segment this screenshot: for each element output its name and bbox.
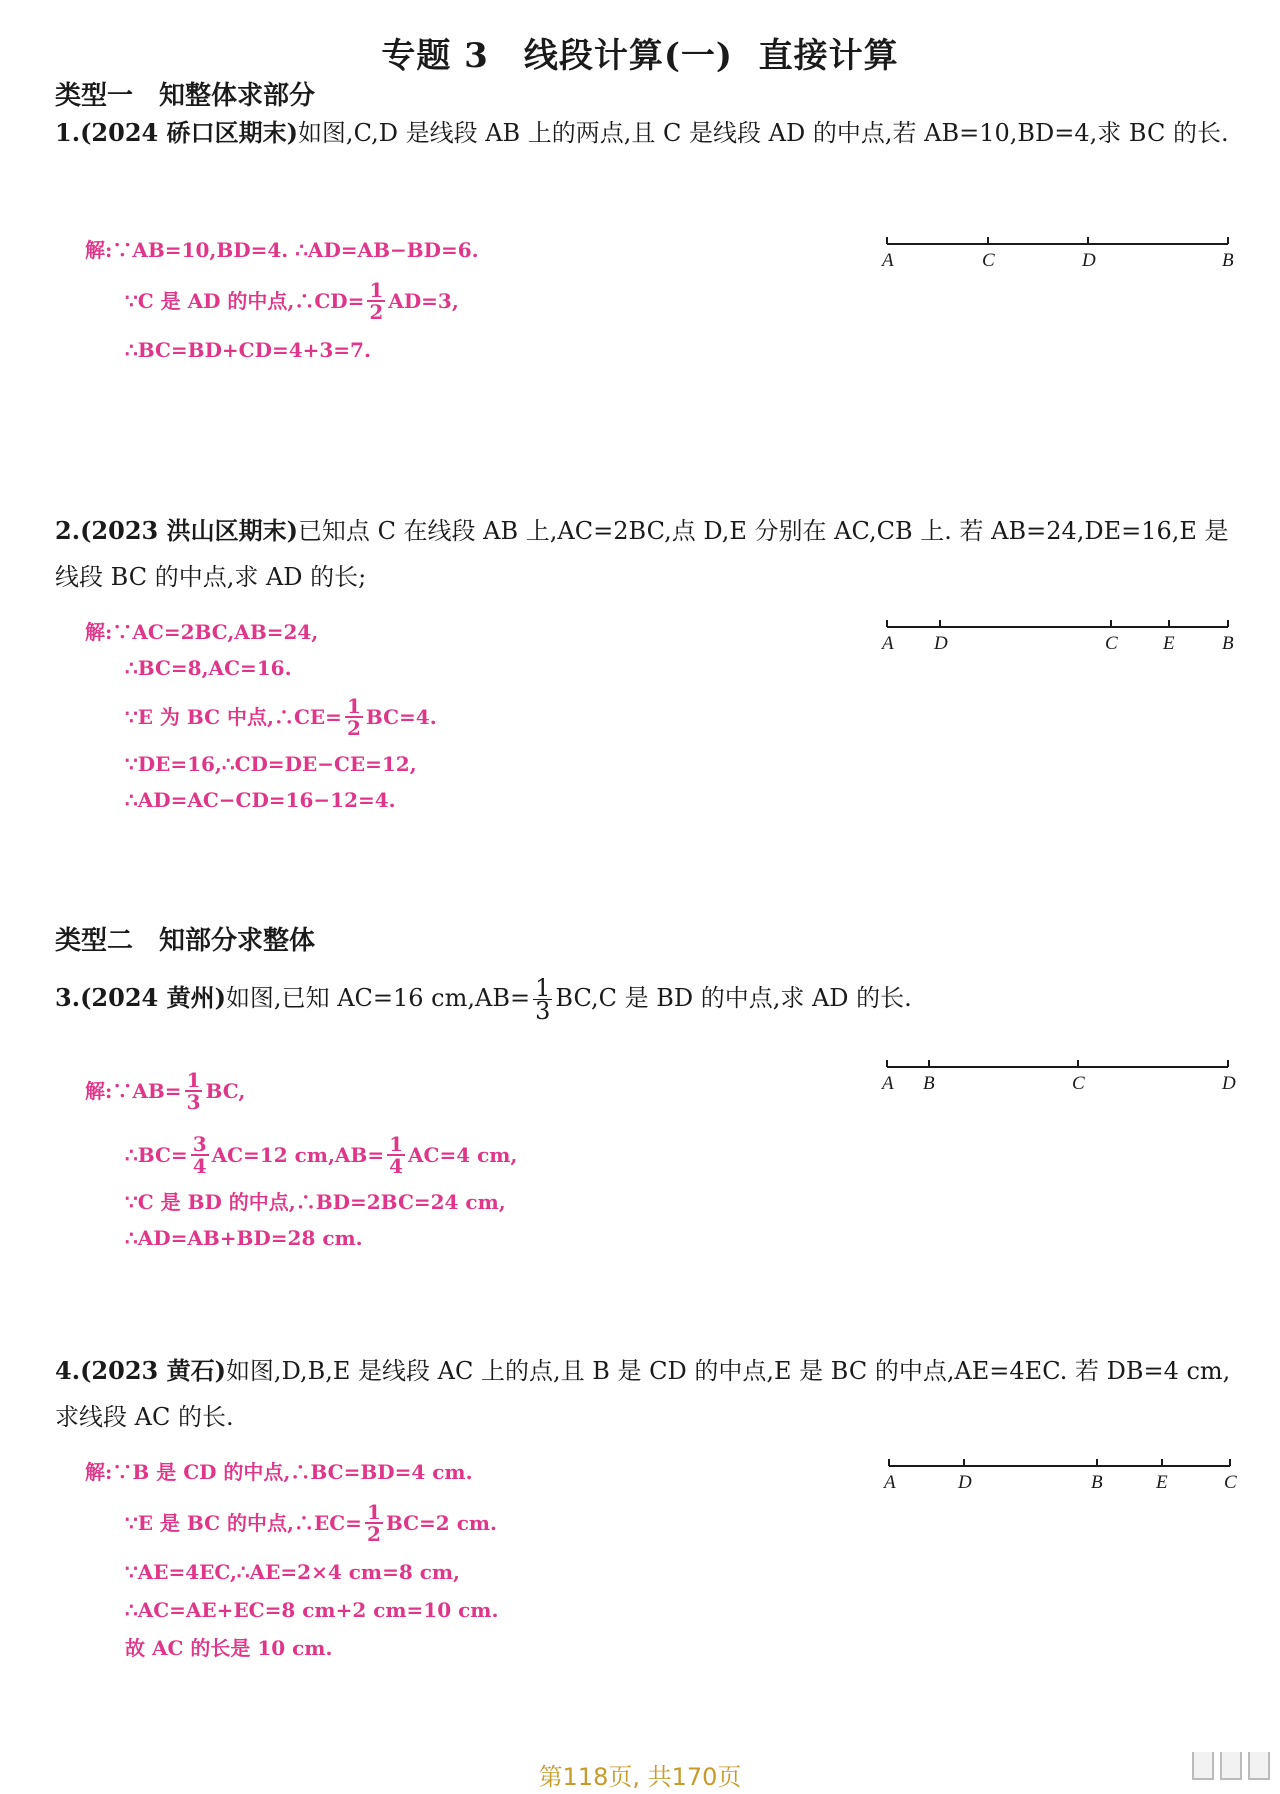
solution-line bbox=[125, 1134, 517, 1176]
numerator: 1 bbox=[186, 1068, 201, 1092]
solution-text: BC=2 cm. bbox=[385, 1511, 497, 1535]
question-text: 如图,D,B,E 是线段 AC 上的点,且 B 是 CD 的中点,E 是 BC 的中点,AE=4EC. 若 DB=4 cm,求线段 AC 的长. bbox=[55, 1357, 1231, 1431]
question-2 bbox=[55, 508, 1235, 600]
question-3 bbox=[55, 974, 1235, 1025]
solution-line: ∴AD=AC−CD=16−12=4. bbox=[125, 788, 396, 812]
fraction bbox=[345, 696, 363, 738]
point-label: D bbox=[1222, 1073, 1236, 1094]
question-number: 3. bbox=[55, 983, 81, 1012]
numerator: 1 bbox=[366, 1500, 381, 1524]
question-text: 已知点 C 在线段 AB 上,AC=2BC,点 D,E 分别在 AC,CB 上. 若 AB=24,DE=16,E 是线段 BC 的中点,求 AD 的长; bbox=[55, 517, 1229, 591]
denominator: 4 bbox=[192, 1154, 207, 1178]
solution-line: ∵AE=4EC,∴AE=2×4 cm=8 cm, bbox=[125, 1560, 461, 1584]
solution-line: 解:∵B 是 CD 的中点,∴BC=BD=4 cm. bbox=[85, 1460, 473, 1484]
question-source: (2024 硚口区期末) bbox=[80, 118, 298, 147]
denominator: 2 bbox=[346, 716, 361, 740]
solution-line: ∵C 是 BD 的中点,∴BD=2BC=24 cm, bbox=[125, 1190, 506, 1214]
segment-diagram-2 bbox=[882, 615, 1235, 655]
solution-line: ∴BC=BD+CD=4+3=7. bbox=[125, 338, 371, 362]
point-label: B bbox=[923, 1073, 935, 1094]
solution-line: ∴AC=AE+EC=8 cm+2 cm=10 cm. bbox=[125, 1598, 499, 1622]
point-label: A bbox=[884, 1472, 896, 1493]
segment-diagram-3 bbox=[882, 1055, 1236, 1095]
question-number: 1. bbox=[55, 118, 81, 147]
question-source: (2024 黄州) bbox=[80, 983, 226, 1012]
page-number-footer: 第118页, 共170页 bbox=[538, 1763, 742, 1791]
point-label: D bbox=[958, 1472, 972, 1493]
numerator: 1 bbox=[346, 694, 361, 718]
point-label: A bbox=[882, 633, 894, 654]
numerator: 1 bbox=[535, 974, 551, 1002]
question-text: 如图,C,D 是线段 AB 上的两点,且 C 是线段 AD 的中点,若 AB=10,BD=4,求 BC 的长. bbox=[297, 119, 1229, 147]
point-label: B bbox=[1091, 1472, 1103, 1493]
question-text: BC,C 是 BD 的中点,求 AD 的长. bbox=[555, 984, 912, 1012]
solution-line: 故 AC 的长是 10 cm. bbox=[125, 1636, 333, 1660]
point-label: D bbox=[1082, 250, 1096, 271]
solution-line bbox=[85, 1070, 245, 1112]
question-number: 2. bbox=[55, 516, 81, 545]
question-4 bbox=[55, 1348, 1235, 1440]
denominator: 2 bbox=[366, 1522, 381, 1546]
solution-text: BC, bbox=[205, 1079, 246, 1103]
section-heading-1: 类型一 知整体求部分 bbox=[55, 81, 316, 111]
solution-line bbox=[125, 1502, 497, 1544]
solution-line bbox=[125, 696, 437, 738]
point-label: B bbox=[1222, 633, 1234, 654]
question-number: 4. bbox=[55, 1356, 81, 1385]
question-source: (2023 洪山区期末) bbox=[80, 516, 298, 545]
fraction bbox=[387, 1134, 405, 1176]
fraction bbox=[533, 974, 552, 1025]
fraction bbox=[365, 1502, 383, 1544]
page-title: 专题 3 线段计算(一) 直接计算 bbox=[381, 36, 899, 76]
numerator: 1 bbox=[389, 1132, 404, 1156]
point-label: C bbox=[1224, 1472, 1237, 1493]
solution-line bbox=[125, 280, 459, 322]
fraction bbox=[191, 1134, 209, 1176]
solution-text: AC=4 cm, bbox=[408, 1143, 518, 1167]
solution-text: ∵E 为 BC 中点,∴CE= bbox=[125, 705, 342, 729]
point-label: A bbox=[882, 250, 894, 271]
question-1 bbox=[55, 110, 1235, 156]
segment-diagram-1 bbox=[882, 232, 1235, 272]
denominator: 2 bbox=[369, 300, 384, 324]
numerator: 1 bbox=[369, 278, 384, 302]
solution-line: 解:∵AB=10,BD=4. ∴AD=AB−BD=6. bbox=[85, 238, 479, 262]
point-label: C bbox=[982, 250, 995, 271]
solution-line: ∵DE=16,∴CD=DE−CE=12, bbox=[125, 752, 417, 776]
numerator: 3 bbox=[192, 1132, 207, 1156]
point-label: A bbox=[882, 1073, 894, 1094]
segment-diagram-4 bbox=[884, 1454, 1237, 1494]
solution-text: ∵E 是 BC 的中点,∴EC= bbox=[125, 1511, 362, 1535]
denominator: 3 bbox=[186, 1090, 201, 1114]
point-label: C bbox=[1072, 1073, 1085, 1094]
question-text: 如图,已知 AC=16 cm,AB= bbox=[225, 984, 531, 1012]
denominator: 4 bbox=[389, 1154, 404, 1178]
question-source: (2023 黄石) bbox=[80, 1356, 226, 1385]
point-label: E bbox=[1163, 633, 1175, 654]
point-label: C bbox=[1105, 633, 1118, 654]
solution-line: 解:∵AC=2BC,AB=24, bbox=[85, 620, 319, 644]
solution-text: ∵C 是 AD 的中点,∴CD= bbox=[125, 289, 365, 313]
solution-text: AC=12 cm,AB= bbox=[211, 1143, 385, 1167]
point-label: B bbox=[1222, 250, 1234, 271]
binding-marks-icon bbox=[1186, 1752, 1270, 1784]
point-label: E bbox=[1156, 1472, 1168, 1493]
section-heading-2: 类型二 知部分求整体 bbox=[55, 926, 316, 956]
denominator: 3 bbox=[535, 997, 551, 1025]
fraction bbox=[367, 280, 385, 322]
fraction bbox=[185, 1070, 203, 1112]
solution-line: ∴AD=AB+BD=28 cm. bbox=[125, 1226, 363, 1250]
solution-line: ∴BC=8,AC=16. bbox=[125, 656, 292, 680]
point-label: D bbox=[934, 633, 948, 654]
solution-text: ∴BC= bbox=[125, 1143, 188, 1167]
solution-text: BC=4. bbox=[365, 705, 437, 729]
solution-text: AD=3, bbox=[388, 289, 459, 313]
solution-text: 解:∵AB= bbox=[85, 1079, 182, 1103]
